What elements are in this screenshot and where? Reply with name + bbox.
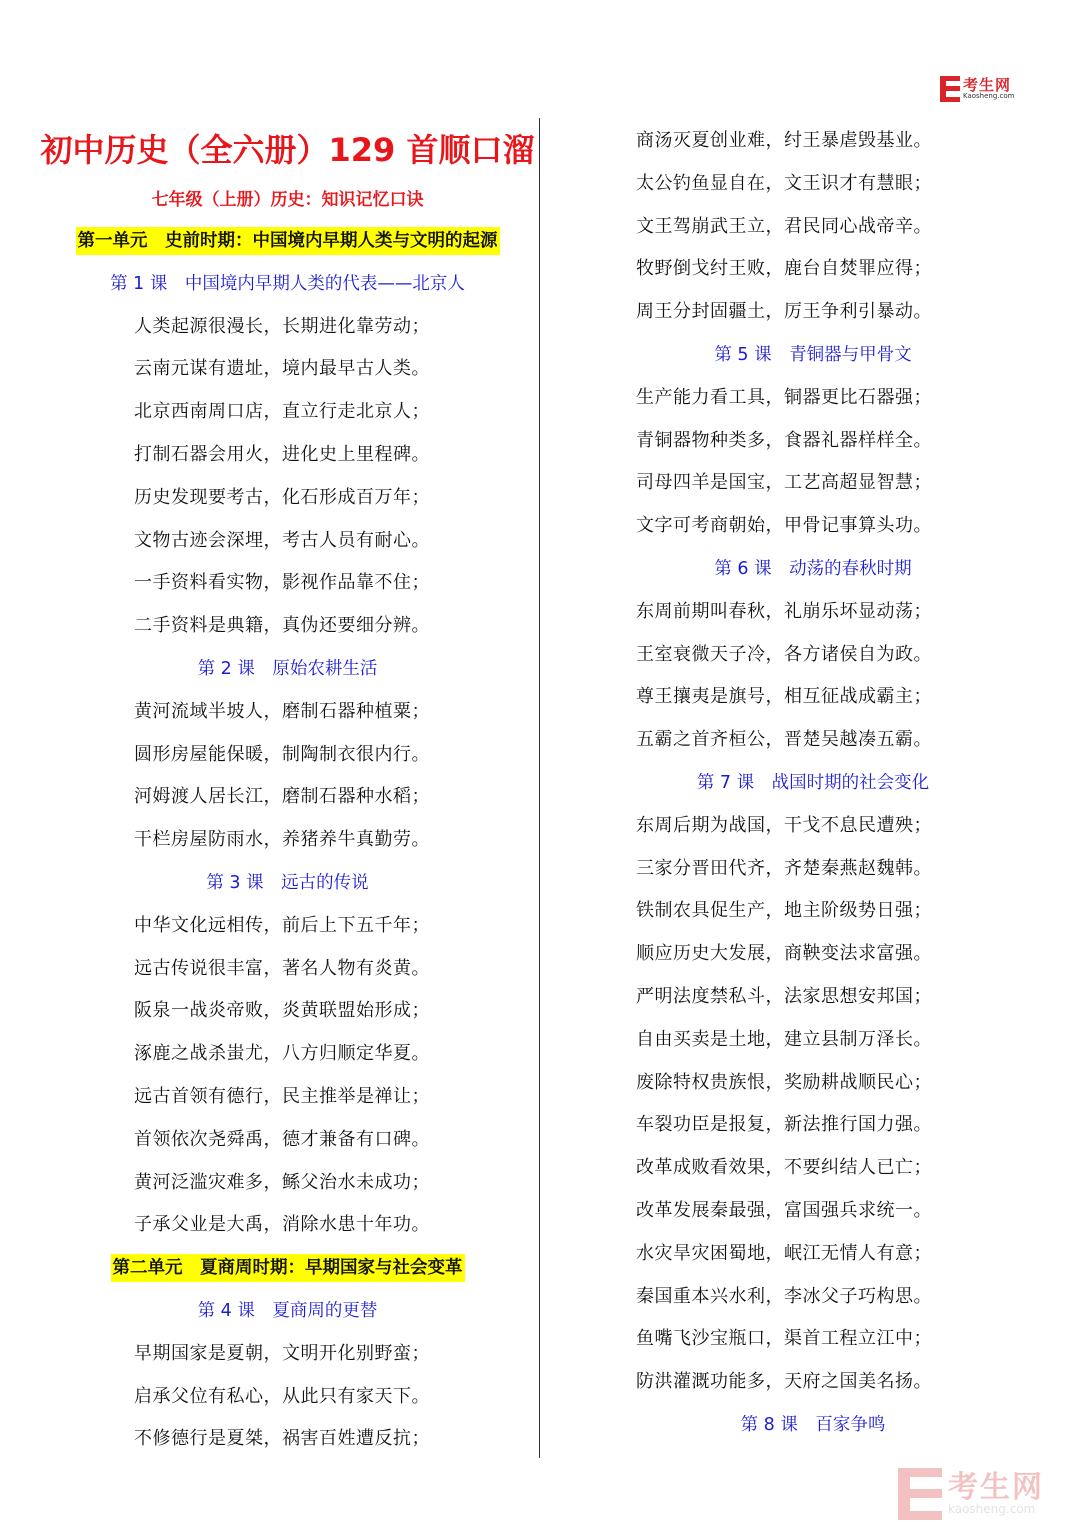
watermark-cn-text: 考生网 (948, 1470, 1044, 1505)
verse-line: 司母四羊是国宝，工艺高超显智慧； (636, 472, 932, 494)
logo-en-text: Kaosheng.com (963, 92, 1015, 100)
unit-heading-text: 第二单元 夏商周时期：早期国家与社会变革 (111, 1254, 465, 1282)
verse-line: 一手资料看实物，影视作品靠不住； (134, 572, 430, 594)
verse-line: 严明法度禁私斗，法家思想安邦国； (636, 985, 932, 1007)
watermark-mark-icon (898, 1468, 942, 1520)
verse-line: 打制石器会用火，进化史上里程碑。 (134, 443, 430, 465)
verse-line: 首领依次尧舜禹，德才兼备有口碑。 (134, 1128, 430, 1150)
unit-heading-text: 第一单元 史前时期：中国境内早期人类与文明的起源 (76, 227, 500, 255)
verse-line: 北京西南周口店，直立行走北京人； (134, 401, 430, 423)
unit-heading (40, 220, 535, 263)
verse-line: 王室衰微天子冷，各方诸侯自为政。 (636, 643, 932, 665)
verse-line: 牧野倒戈纣王败，鹿台自焚罪应得； (636, 258, 932, 280)
verse-line: 圆形房屋能保暖，制陶制衣很内行。 (134, 743, 430, 765)
verse-line: 早期国家是夏朝，文明开化别野蛮； (134, 1342, 430, 1364)
header-logo[interactable] (940, 76, 1015, 102)
verse-line: 人类起源很漫长，长期进化靠劳动； (134, 315, 430, 337)
lesson-heading: 第 7 课 战国时期的社会变化 (696, 772, 930, 793)
verse-line: 尊王攘夷是旗号，相互征战成霸主； (636, 686, 932, 708)
verse-line: 生产能力看工具，铜器更比石器强； (636, 386, 932, 408)
left-column (40, 120, 535, 1461)
lesson-heading: 第 6 课 动荡的春秋时期 (714, 558, 912, 579)
unit-heading (40, 1247, 535, 1290)
verse-line: 铁制农具促生产，地主阶级势日强； (636, 900, 932, 922)
verse-line: 五霸之首齐桓公，晋楚吴越凑五霸。 (636, 729, 932, 751)
verse-line: 阪泉一战炎帝败，炎黄联盟始形成； (134, 1000, 430, 1022)
verse-line: 自由买卖是土地，建立县制万泽长。 (636, 1028, 932, 1050)
verse-line: 子承父业是大禹，消除水患十年功。 (134, 1214, 430, 1236)
verse-line: 三家分晋田代齐，齐楚秦燕赵魏韩。 (636, 857, 932, 879)
verse-line: 文字可考商朝始，甲骨记事算头功。 (636, 515, 932, 537)
lesson-heading: 第 2 课 原始农耕生活 (197, 658, 378, 679)
watermark (898, 1468, 1044, 1520)
verse-line: 东周前期叫春秋，礼崩乐坏显动荡； (636, 600, 932, 622)
verse-line: 车裂功臣是报复，新法推行国力强。 (636, 1114, 932, 1136)
verse-line: 黄河泛滥灾难多，鲧父治水未成功； (134, 1171, 430, 1193)
verse-line: 改革成败看效果，不要纠结人已亡； (636, 1157, 932, 1179)
verse-line: 太公钓鱼显自在，文王识才有慧眼； (636, 172, 932, 194)
verse-line: 启承父位有私心，从此只有家天下。 (134, 1385, 430, 1407)
verse-line: 商汤灭夏创业难，纣王暴虐毁基业。 (636, 130, 932, 151)
right-column (578, 120, 1048, 1447)
verse-line: 水灾旱灾困蜀地，岷江无情人有意； (636, 1242, 932, 1264)
logo-mark-icon (940, 76, 960, 102)
verse-line: 黄河流域半坡人，磨制石器种植粟； (134, 700, 430, 722)
page-subtitle: 七年级（上册）历史：知识记忆口诀 (151, 190, 424, 210)
left-rows (40, 220, 535, 1461)
verse-line: 不修德行是夏桀，祸害百姓遭反抗； (134, 1428, 430, 1450)
logo-cn-text: 考生网 (963, 76, 1012, 94)
verse-line: 文王驾崩武王立，君民同心战帝辛。 (636, 215, 932, 237)
lesson-heading: 第 1 课 中国境内早期人类的代表——北京人 (110, 273, 465, 294)
verse-line: 防洪灌溉功能多，天府之国美名扬。 (636, 1371, 932, 1393)
verse-line: 秦国重本兴水利，李冰父子巧构思。 (636, 1285, 932, 1307)
verse-line: 干栏房屋防雨水，养猪养牛真勤劳。 (134, 829, 430, 851)
lesson-heading: 第 4 课 夏商周的更替 (197, 1300, 378, 1321)
verse-line: 青铜器物种类多，食器礼器样样全。 (636, 429, 932, 451)
watermark-en-text: kaosheng.com (948, 1502, 1036, 1516)
page-title: 初中历史（全六册）129 首顺口溜 (40, 131, 535, 169)
column-divider (539, 118, 540, 1458)
verse-line: 顺应历史大发展，商鞅变法求富强。 (636, 943, 932, 965)
verse-line: 改革发展秦最强，富国强兵求统一。 (636, 1199, 932, 1221)
verse-line: 云南元谋有遗址，境内最早古人类。 (134, 358, 430, 380)
verse-line: 文物古迹会深埋，考古人员有耐心。 (134, 529, 430, 551)
verse-line: 废除特权贵族恨，奖励耕战顺民心； (636, 1071, 932, 1093)
verse-line: 鱼嘴飞沙宝瓶口，渠首工程立江中； (636, 1328, 932, 1350)
verse-line: 东周后期为战国，干戈不息民遭殃； (636, 814, 932, 836)
verse-line: 河姆渡人居长江，磨制石器种水稻； (134, 786, 430, 808)
verse-line: 涿鹿之战杀蚩尤，八方归顺定华夏。 (134, 1043, 430, 1065)
lesson-heading: 第 8 课 百家争鸣 (740, 1414, 886, 1435)
verse-line: 周王分封固疆土，厉王争利引暴动。 (636, 301, 932, 323)
right-rows (578, 120, 1048, 1447)
lesson-heading: 第 3 课 远古的传说 (206, 872, 369, 893)
verse-line: 远古首领有德行，民主推举是禅让； (134, 1085, 430, 1107)
verse-line: 历史发现要考古，化石形成百万年； (134, 486, 430, 508)
verse-line: 二手资料是典籍，真伪还要细分辨。 (134, 615, 430, 637)
verse-line: 中华文化远相传，前后上下五千年； (134, 914, 430, 936)
lesson-heading: 第 5 课 青铜器与甲骨文 (714, 344, 912, 365)
verse-line: 远古传说很丰富，著名人物有炎黄。 (134, 957, 430, 979)
